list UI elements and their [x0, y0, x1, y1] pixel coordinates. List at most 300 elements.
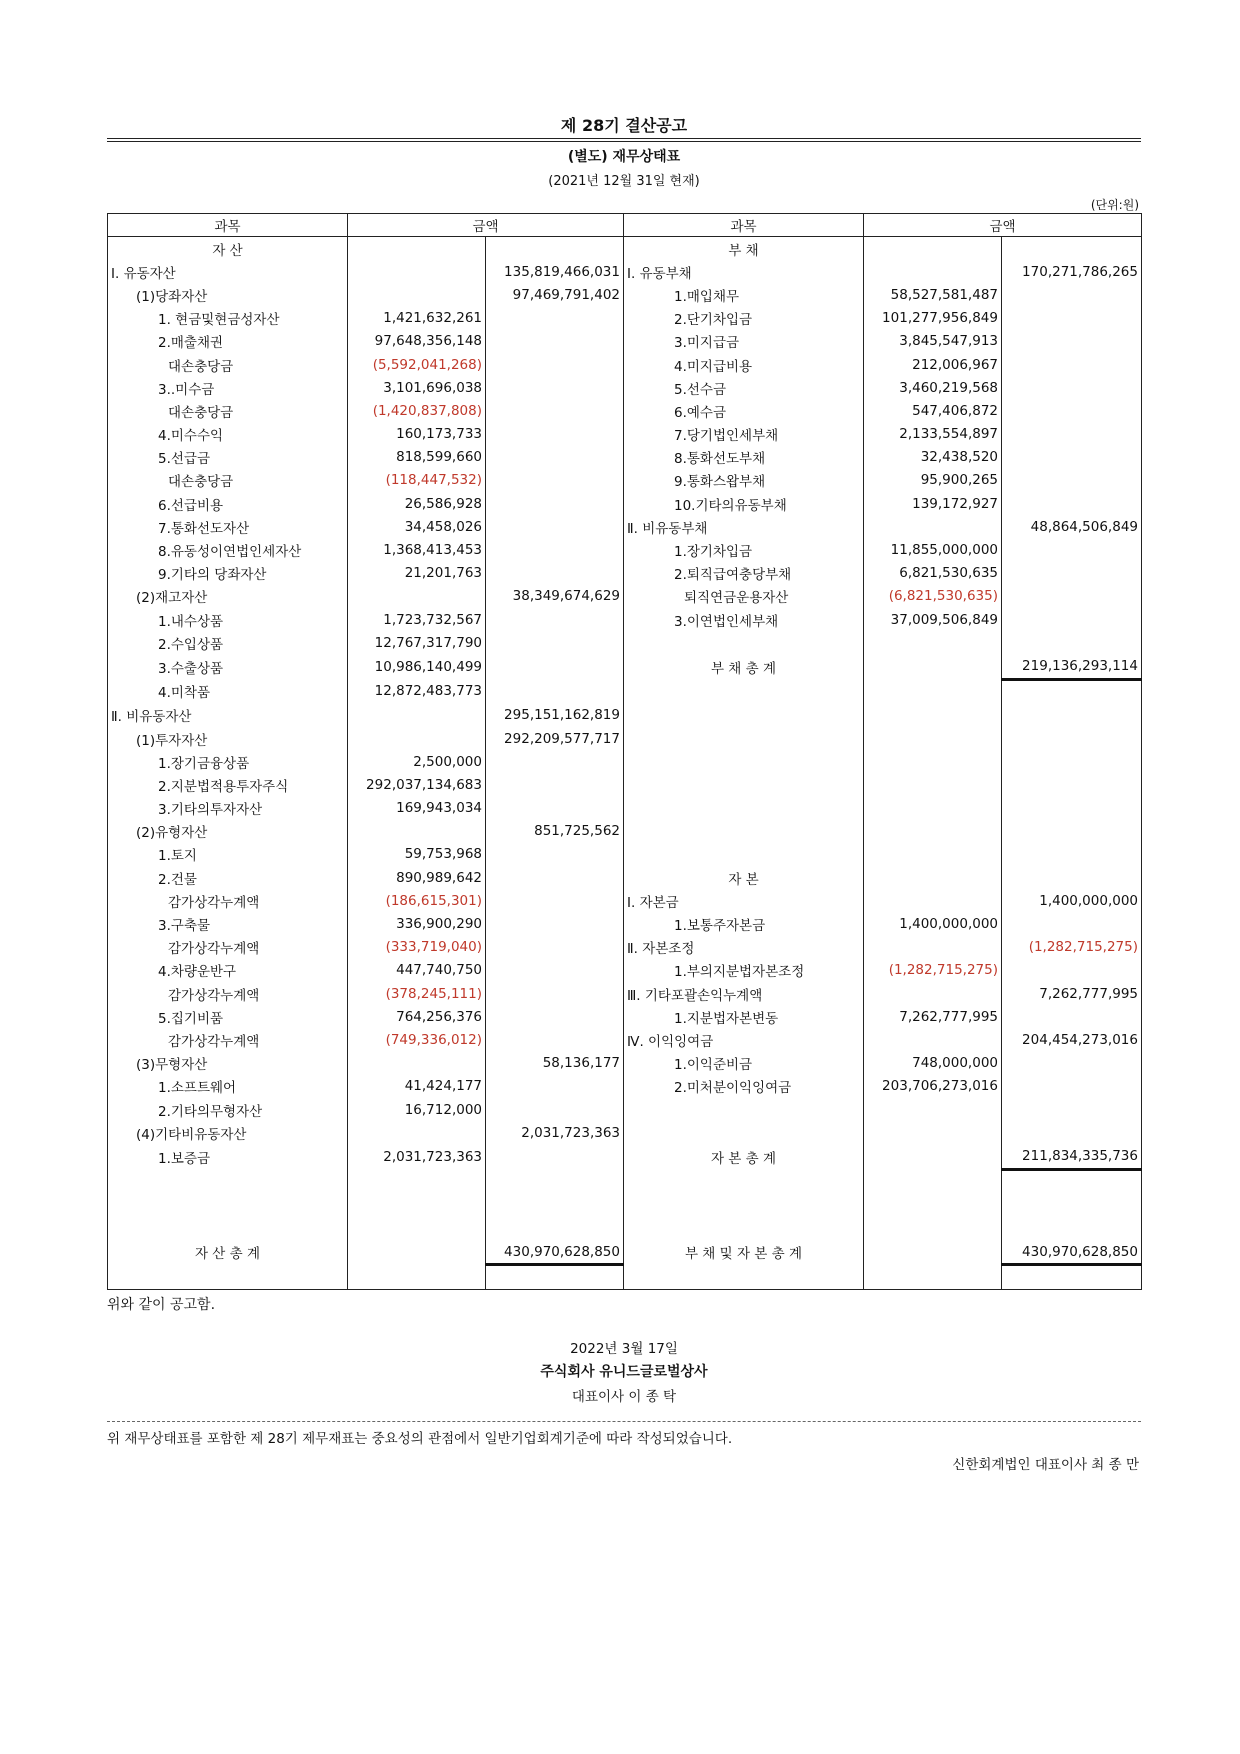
table-row [108, 283, 1142, 306]
asset-total-amount [486, 1028, 624, 1051]
asset-subject: 2.기타의무형자산 [108, 1098, 348, 1121]
page-title: 제 28기 결산공고 [560, 116, 688, 135]
table-row [108, 1098, 1142, 1121]
header-left-subject: 과목 [108, 214, 348, 237]
liability-detail-amount: 2,133,554,897 [864, 423, 1002, 446]
asset-detail-amount: 41,424,177 [348, 1075, 486, 1098]
liability-total-amount [1002, 585, 1142, 608]
liability-detail-amount [864, 1028, 1002, 1051]
liability-equity-subject: 2.미처분이익잉여금 [624, 1075, 864, 1098]
asset-total-amount [486, 1169, 624, 1194]
liability-total-amount [1002, 283, 1142, 306]
asset-detail-amount: 12,767,317,790 [348, 631, 486, 654]
asset-detail-amount: 3,101,696,038 [348, 376, 486, 399]
liability-total-amount [1002, 492, 1142, 515]
asset-subject [108, 1217, 348, 1240]
liability-equity-subject [624, 704, 864, 727]
asset-total-amount [486, 538, 624, 561]
liability-equity-subject [624, 1265, 864, 1290]
asset-detail-amount [348, 260, 486, 283]
liability-equity-subject: 부 채 총 계 [624, 654, 864, 679]
liability-total-amount [1002, 704, 1142, 727]
asset-detail-amount: 292,037,134,683 [348, 773, 486, 796]
asset-total-amount [486, 959, 624, 982]
liability-equity-subject: 9.통화스왑부채 [624, 469, 864, 492]
liability-total-amount [1002, 1217, 1142, 1240]
liability-equity-subject [624, 843, 864, 866]
liability-total-amount [1002, 538, 1142, 561]
table-row [108, 1028, 1142, 1051]
asset-detail-amount: 1,421,632,261 [348, 307, 486, 330]
liability-total-amount: 430,970,628,850 [1002, 1240, 1142, 1265]
asset-subject: (3)무형자산 [108, 1052, 348, 1075]
asset-subject: 1.소프트웨어 [108, 1075, 348, 1098]
asset-detail-amount: 160,173,733 [348, 423, 486, 446]
asset-detail-amount: 59,753,968 [348, 843, 486, 866]
table-row [108, 750, 1142, 773]
asset-total-amount: 430,970,628,850 [486, 1240, 624, 1265]
table-row [108, 1121, 1142, 1144]
table-row [108, 797, 1142, 820]
asset-detail-amount: 10,986,140,499 [348, 654, 486, 679]
liability-detail-amount [864, 982, 1002, 1005]
liability-detail-amount [864, 1240, 1002, 1265]
asset-subject [108, 1265, 348, 1290]
liability-equity-subject: Ⅱ. 비유동부채 [624, 515, 864, 538]
liability-equity-subject: Ⅳ. 이익잉여금 [624, 1028, 864, 1051]
asset-subject: 자 산 총 계 [108, 1240, 348, 1265]
liability-detail-amount: 32,438,520 [864, 446, 1002, 469]
liability-total-amount [1002, 912, 1142, 935]
liability-equity-subject: 4.미지급비용 [624, 353, 864, 376]
asset-total-amount [486, 307, 624, 330]
asset-total-amount [486, 654, 624, 679]
asset-detail-amount [348, 237, 486, 261]
asset-detail-amount [348, 1217, 486, 1240]
asset-detail-amount: 34,458,026 [348, 515, 486, 538]
liability-equity-subject: Ⅰ. 유동부채 [624, 260, 864, 283]
asset-subject: 2.지분법적용투자주식 [108, 773, 348, 796]
asset-subject: Ⅰ. 유동자산 [108, 260, 348, 283]
table-row [108, 1052, 1142, 1075]
liability-detail-amount [864, 631, 1002, 654]
table-row [108, 1075, 1142, 1098]
liability-detail-amount [864, 1194, 1002, 1217]
asset-detail-amount [348, 727, 486, 750]
asset-total-amount [486, 1265, 624, 1290]
liability-detail-amount: 547,406,872 [864, 399, 1002, 422]
liability-equity-subject: Ⅲ. 기타포괄손익누계액 [624, 982, 864, 1005]
liability-total-amount [1002, 1121, 1142, 1144]
table-row [108, 889, 1142, 912]
liability-total-amount [1002, 237, 1142, 261]
liability-detail-amount [864, 515, 1002, 538]
liability-detail-amount [864, 654, 1002, 679]
liability-equity-subject: 1.장기차입금 [624, 538, 864, 561]
liability-total-amount [1002, 376, 1142, 399]
liability-detail-amount: 139,172,927 [864, 492, 1002, 515]
asset-total-amount [486, 843, 624, 866]
table-row [108, 820, 1142, 843]
liability-equity-subject [624, 773, 864, 796]
liability-total-amount [1002, 820, 1142, 843]
liability-total-amount [1002, 608, 1142, 631]
asset-detail-amount: 21,201,763 [348, 562, 486, 585]
liability-equity-subject: 부 채 및 자 본 총 계 [624, 1240, 864, 1265]
asset-total-amount [486, 562, 624, 585]
liability-total-amount: 170,271,786,265 [1002, 260, 1142, 283]
liability-total-amount: 204,454,273,016 [1002, 1028, 1142, 1051]
liability-detail-amount [864, 797, 1002, 820]
liability-detail-amount: 101,277,956,849 [864, 307, 1002, 330]
asset-total-amount [486, 399, 624, 422]
liability-total-amount [1002, 797, 1142, 820]
liability-detail-amount [864, 1121, 1002, 1144]
liability-total-amount [1002, 727, 1142, 750]
liability-total-amount [1002, 423, 1142, 446]
announcement-note: 위와 같이 공고함. [107, 1297, 216, 1313]
asset-total-amount [486, 492, 624, 515]
asset-subject: (4)기타비유동자산 [108, 1121, 348, 1144]
asset-detail-amount: 169,943,034 [348, 797, 486, 820]
liability-detail-amount: 748,000,000 [864, 1052, 1002, 1075]
asset-subject: 대손충당금 [108, 399, 348, 422]
liability-equity-subject: 2.단기차입금 [624, 307, 864, 330]
asset-subject: 7.통화선도자산 [108, 515, 348, 538]
liability-equity-subject: 자 본 [624, 866, 864, 889]
table-row [108, 704, 1142, 727]
liability-total-amount: 48,864,506,849 [1002, 515, 1142, 538]
liability-detail-amount [864, 1217, 1002, 1240]
liability-detail-amount [864, 750, 1002, 773]
liability-total-amount [1002, 750, 1142, 773]
liability-equity-subject: 7.당기법인세부채 [624, 423, 864, 446]
liability-detail-amount [864, 1169, 1002, 1194]
asset-detail-amount [348, 1194, 486, 1217]
liability-equity-subject: 8.통화선도부채 [624, 446, 864, 469]
table-row [108, 307, 1142, 330]
title-rule-bottom [107, 141, 1141, 142]
liability-detail-amount [864, 843, 1002, 866]
asset-total-amount: 38,349,674,629 [486, 585, 624, 608]
liability-total-amount [1002, 1075, 1142, 1098]
liability-equity-subject: 1.부의지분법자본조정 [624, 959, 864, 982]
liability-detail-amount [864, 1265, 1002, 1290]
asset-subject: 감가상각누계액 [108, 1028, 348, 1051]
liability-detail-amount: 3,845,547,913 [864, 330, 1002, 353]
asset-detail-amount [348, 1121, 486, 1144]
table-row [108, 727, 1142, 750]
asset-subject: 4.미착품 [108, 679, 348, 704]
auditor-name: 신한회계법인 대표이사 최 종 만 [952, 1457, 1139, 1473]
liability-detail-amount: 37,009,506,849 [864, 608, 1002, 631]
asset-total-amount [486, 1075, 624, 1098]
table-row [108, 237, 1142, 261]
liability-total-amount [1002, 1265, 1142, 1290]
table-row [108, 1217, 1142, 1240]
liability-total-amount: 219,136,293,114 [1002, 654, 1142, 679]
asset-total-amount [486, 936, 624, 959]
liability-equity-subject [624, 1217, 864, 1240]
table-row [108, 679, 1142, 704]
asset-detail-amount [348, 585, 486, 608]
liability-total-amount [1002, 773, 1142, 796]
liability-equity-subject: 1.지분법자본변동 [624, 1005, 864, 1028]
liability-equity-subject [624, 631, 864, 654]
asset-subject: 9.기타의 당좌자산 [108, 562, 348, 585]
asset-detail-amount: (749,336,012) [348, 1028, 486, 1051]
table-row [108, 376, 1142, 399]
asset-detail-amount: 97,648,356,148 [348, 330, 486, 353]
asset-total-amount [486, 446, 624, 469]
table-row [108, 399, 1142, 422]
table-row [108, 1005, 1142, 1028]
asset-detail-amount: 2,031,723,363 [348, 1144, 486, 1169]
asset-subject: 1.내수상품 [108, 608, 348, 631]
asset-subject: 1.보증금 [108, 1144, 348, 1169]
header-left-amount: 금액 [348, 214, 624, 237]
liability-equity-subject: 10.기타의유동부채 [624, 492, 864, 515]
asset-total-amount: 97,469,791,402 [486, 283, 624, 306]
liability-detail-amount: 6,821,530,635 [864, 562, 1002, 585]
company-name: 주식회사 유니드글로벌상사 [540, 1364, 708, 1380]
asset-detail-amount: 1,368,413,453 [348, 538, 486, 561]
liability-equity-subject: 퇴직연금운용자산 [624, 585, 864, 608]
statement-date: (2021년 12월 31일 현재) [548, 174, 700, 189]
table-row [108, 608, 1142, 631]
liability-detail-amount: (6,821,530,635) [864, 585, 1002, 608]
asset-subject: (1)당좌자산 [108, 283, 348, 306]
audit-divider [107, 1421, 1141, 1422]
liability-equity-subject: Ⅰ. 자본금 [624, 889, 864, 912]
ceo-name: 대표이사 이 종 탁 [571, 1389, 677, 1405]
asset-detail-amount: 890,989,642 [348, 866, 486, 889]
table-row [108, 654, 1142, 679]
table-row [108, 330, 1142, 353]
liability-total-amount [1002, 353, 1142, 376]
liability-detail-amount: 203,706,273,016 [864, 1075, 1002, 1098]
audit-statement: 위 재무상태표를 포함한 제 28기 제무재표는 중요성의 관점에서 일반기업회계기준에 따라 작성되었습니다. [107, 1431, 733, 1447]
table-row [108, 260, 1142, 283]
asset-detail-amount [348, 704, 486, 727]
liability-total-amount: 1,400,000,000 [1002, 889, 1142, 912]
asset-detail-amount [348, 1052, 486, 1075]
asset-subject: 대손충당금 [108, 469, 348, 492]
liability-total-amount [1002, 469, 1142, 492]
asset-subject: 5.집기비품 [108, 1005, 348, 1028]
liability-equity-subject: 5.선수금 [624, 376, 864, 399]
table-row [108, 959, 1142, 982]
table-row [108, 353, 1142, 376]
signature-date: 2022년 3월 17일 [570, 1341, 678, 1357]
liability-detail-amount [864, 1144, 1002, 1169]
liability-equity-subject [624, 797, 864, 820]
liability-total-amount [1002, 843, 1142, 866]
asset-total-amount [486, 773, 624, 796]
liability-detail-amount [864, 260, 1002, 283]
liability-equity-subject: 2.퇴직급여충당부채 [624, 562, 864, 585]
liability-equity-subject [624, 679, 864, 704]
liability-detail-amount [864, 866, 1002, 889]
liability-total-amount [1002, 1005, 1142, 1028]
table-row [108, 492, 1142, 515]
asset-subject: 1.토지 [108, 843, 348, 866]
header-right-amount: 금액 [864, 214, 1142, 237]
liability-detail-amount: 1,400,000,000 [864, 912, 1002, 935]
asset-total-amount: 135,819,466,031 [486, 260, 624, 283]
liability-total-amount [1002, 1194, 1142, 1217]
asset-total-amount [486, 866, 624, 889]
asset-total-amount [486, 237, 624, 261]
table-row [108, 843, 1142, 866]
asset-detail-amount: 764,256,376 [348, 1005, 486, 1028]
liability-detail-amount [864, 704, 1002, 727]
asset-detail-amount [348, 283, 486, 306]
asset-detail-amount [348, 1169, 486, 1194]
asset-subject: 4.차량운반구 [108, 959, 348, 982]
table-row [108, 538, 1142, 561]
asset-total-amount [486, 982, 624, 1005]
asset-detail-amount: 12,872,483,773 [348, 679, 486, 704]
asset-detail-amount: (1,420,837,808) [348, 399, 486, 422]
liability-equity-subject: 1.이익준비금 [624, 1052, 864, 1075]
table-row [108, 912, 1142, 935]
liability-detail-amount [864, 773, 1002, 796]
table-row [108, 469, 1142, 492]
asset-subject [108, 1169, 348, 1194]
asset-detail-amount: 16,712,000 [348, 1098, 486, 1121]
asset-subject: (1)투자자산 [108, 727, 348, 750]
table-row [108, 1240, 1142, 1265]
liability-total-amount [1002, 399, 1142, 422]
liability-detail-amount: 95,900,265 [864, 469, 1002, 492]
table-row [108, 631, 1142, 654]
liability-total-amount [1002, 330, 1142, 353]
statement-subtitle: (별도) 재무상태표 [567, 149, 681, 165]
liability-equity-subject: 1.보통주자본금 [624, 912, 864, 935]
asset-subject: 3.기타의투자자산 [108, 797, 348, 820]
table-row [108, 1265, 1142, 1290]
liability-detail-amount: 7,262,777,995 [864, 1005, 1002, 1028]
liability-detail-amount: (1,282,715,275) [864, 959, 1002, 982]
liability-equity-subject: 부 채 [624, 237, 864, 261]
table-row [108, 446, 1142, 469]
asset-detail-amount [348, 1240, 486, 1265]
liability-detail-amount [864, 679, 1002, 704]
liability-equity-subject [624, 1194, 864, 1217]
table-header-row [108, 214, 1142, 237]
asset-subject: 감가상각누계액 [108, 982, 348, 1005]
liability-detail-amount: 3,460,219,568 [864, 376, 1002, 399]
asset-total-amount [486, 797, 624, 820]
table-row [108, 773, 1142, 796]
asset-subject: 감가상각누계액 [108, 936, 348, 959]
asset-total-amount [486, 631, 624, 654]
table-row [108, 1144, 1142, 1169]
asset-detail-amount: 818,599,660 [348, 446, 486, 469]
asset-detail-amount: (378,245,111) [348, 982, 486, 1005]
asset-subject: 8.유동성이연법인세자산 [108, 538, 348, 561]
liability-total-amount [1002, 679, 1142, 704]
asset-total-amount [486, 608, 624, 631]
table-row [108, 936, 1142, 959]
asset-total-amount [486, 889, 624, 912]
asset-subject: 6.선급비용 [108, 492, 348, 515]
asset-subject: 3..미수금 [108, 376, 348, 399]
liability-equity-subject: 3.미지급금 [624, 330, 864, 353]
balance-sheet-table [107, 213, 1142, 1290]
asset-total-amount [486, 1144, 624, 1169]
table-row [108, 423, 1142, 446]
asset-total-amount [486, 912, 624, 935]
asset-total-amount [486, 330, 624, 353]
unit-label: (단위:원) [1090, 198, 1139, 212]
asset-detail-amount: 1,723,732,567 [348, 608, 486, 631]
asset-total-amount: 2,031,723,363 [486, 1121, 624, 1144]
asset-subject: 자 산 [108, 237, 348, 261]
asset-subject: 감가상각누계액 [108, 889, 348, 912]
liability-total-amount [1002, 562, 1142, 585]
liability-total-amount: (1,282,715,275) [1002, 936, 1142, 959]
asset-subject: 1.장기금융상품 [108, 750, 348, 773]
asset-subject: 2.건물 [108, 866, 348, 889]
asset-subject: (2)재고자산 [108, 585, 348, 608]
liability-detail-amount [864, 237, 1002, 261]
liability-total-amount [1002, 631, 1142, 654]
liability-detail-amount [864, 936, 1002, 959]
table-row [108, 866, 1142, 889]
asset-detail-amount: (118,447,532) [348, 469, 486, 492]
liability-detail-amount: 212,006,967 [864, 353, 1002, 376]
asset-subject: (2)유형자산 [108, 820, 348, 843]
title-rule-top [107, 138, 1141, 139]
asset-total-amount [486, 423, 624, 446]
asset-total-amount: 292,209,577,717 [486, 727, 624, 750]
liability-total-amount: 211,834,335,736 [1002, 1144, 1142, 1169]
liability-equity-subject [624, 1098, 864, 1121]
asset-total-amount [486, 515, 624, 538]
liability-total-amount [1002, 307, 1142, 330]
liability-detail-amount: 58,527,581,487 [864, 283, 1002, 306]
table-row [108, 562, 1142, 585]
liability-detail-amount: 11,855,000,000 [864, 538, 1002, 561]
asset-detail-amount: 2,500,000 [348, 750, 486, 773]
liability-equity-subject: 3.이연법인세부채 [624, 608, 864, 631]
asset-detail-amount [348, 820, 486, 843]
liability-equity-subject [624, 1169, 864, 1194]
liability-equity-subject [624, 727, 864, 750]
asset-detail-amount: 336,900,290 [348, 912, 486, 935]
asset-detail-amount: (333,719,040) [348, 936, 486, 959]
asset-total-amount [486, 1217, 624, 1240]
asset-total-amount [486, 1005, 624, 1028]
liability-total-amount [1002, 1169, 1142, 1194]
asset-detail-amount: 447,740,750 [348, 959, 486, 982]
table-row [108, 982, 1142, 1005]
liability-total-amount [1002, 1052, 1142, 1075]
liability-total-amount [1002, 446, 1142, 469]
asset-subject: 3.구축물 [108, 912, 348, 935]
liability-detail-amount [864, 820, 1002, 843]
asset-total-amount [486, 1194, 624, 1217]
asset-total-amount [486, 469, 624, 492]
liability-equity-subject [624, 820, 864, 843]
asset-subject: 4.미수수익 [108, 423, 348, 446]
liability-detail-amount [864, 889, 1002, 912]
asset-subject: 3.수출상품 [108, 654, 348, 679]
asset-total-amount [486, 679, 624, 704]
table-row [108, 1194, 1142, 1217]
